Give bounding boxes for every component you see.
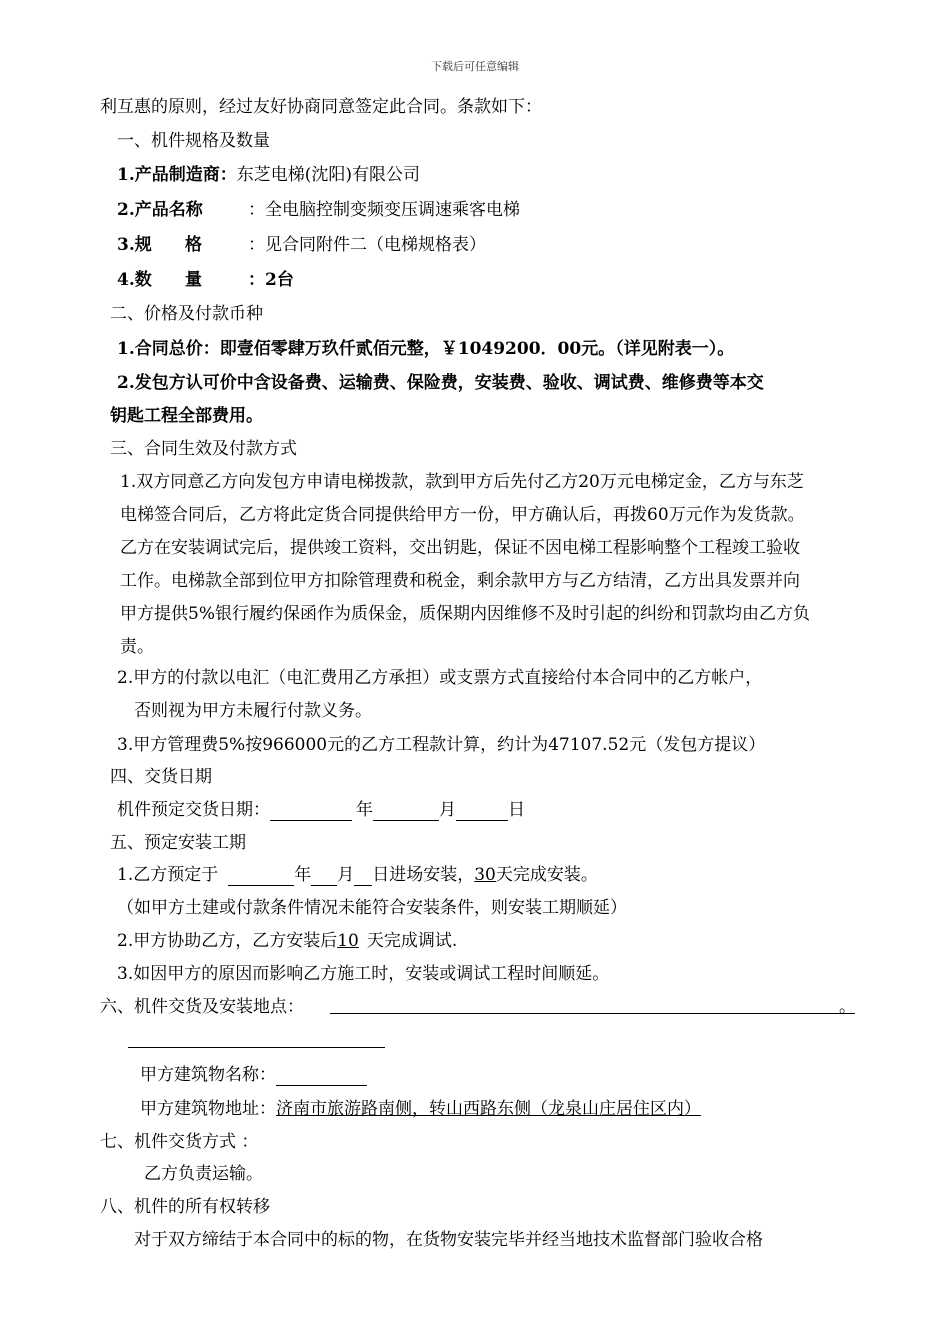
section-8-title: 八、机件的所有权转移 [100, 1197, 270, 1217]
quantity-label-2: 量 [185, 270, 202, 290]
payment-clause-2-line-1: 2.甲方的付款以电汇（电汇费用乙方承担）或支票方式直接给付本合同中的乙方帐户， [117, 668, 763, 688]
spec-value: ：见合同附件二（电梯规格表） [248, 235, 486, 255]
install-days-value: 30 [474, 865, 496, 885]
product-name-value: ：全电脑控制变频变压调速乘客电梯 [248, 200, 520, 220]
building-name-label: 甲方建筑物名称： [140, 1065, 276, 1085]
spec-label-2: 格 [185, 235, 202, 255]
delivery-year-blank[interactable] [270, 802, 352, 821]
install-days-end: 天完成安装。 [495, 865, 598, 885]
section-7-title: 七、机件交货方式 ： [100, 1132, 259, 1152]
delivery-date-line [117, 799, 525, 821]
spec-manufacturer [117, 164, 420, 186]
delivery-month-blank[interactable] [373, 802, 439, 821]
section-1-title: 一、机件规格及数量 [117, 131, 270, 151]
quantity-value: ：2台 [248, 270, 294, 290]
debug-days-value: 10 [337, 931, 359, 951]
section-5-title: 五、预定安装工期 [110, 833, 246, 853]
section-6-title: 六、机件交货及安装地点： [100, 997, 304, 1017]
building-address-value: 济南市旅游路南侧，转山西路东侧（龙泉山庄居住区内） [276, 1099, 701, 1119]
debug-days-end: 天完成调试. [366, 931, 458, 951]
manufacturer-label: 1.产品制造商： [117, 165, 237, 185]
spec-specification [117, 234, 486, 256]
install-day-blank[interactable] [354, 867, 372, 886]
delivery-day-blank[interactable] [456, 802, 508, 821]
section-4-title: 四、交货日期 [110, 767, 212, 787]
payment-clause-1-line-6: 责。 [120, 637, 154, 657]
payment-clause-2-line-2: 否则视为甲方未履行付款义务。 [134, 701, 372, 721]
install-location-blank[interactable] [330, 1013, 855, 1014]
intro-text: 利互惠的原则，经过友好协商同意签定此合同。条款如下： [100, 97, 542, 117]
product-name-label: 2.产品名称 [117, 200, 203, 220]
debug-label: 2.甲方协助乙方，乙方安装后 [117, 931, 338, 951]
install-year-blank[interactable] [228, 867, 294, 886]
install-schedule-line [117, 864, 598, 886]
delay-clause: 3.如因甲方的原因而影响乙方施工时，安装或调试工程时间顺延。 [117, 964, 610, 984]
section-2-title: 二、价格及付款币种 [110, 304, 263, 324]
delivery-year-text: 年 [356, 800, 373, 820]
payment-clause-1-line-1: 1.双方同意乙方向发包方申请电梯拨款，款到甲方后先付乙方20万元电梯定金，乙方与东芝 [120, 472, 804, 492]
install-month-text: 月 [337, 865, 355, 885]
install-location-blank-2[interactable] [128, 1047, 385, 1048]
page-header: 下载后可任意编辑 [431, 60, 519, 73]
delivery-day-text: 日 [508, 800, 525, 820]
payment-clause-1-line-2: 电梯签合同后，乙方将此定货合同提供给甲方一份，甲方确认后，再拨60万元作为发货款。 [120, 505, 805, 525]
delivery-date-label: 机件预定交货日期： [117, 800, 270, 820]
price-includes-line-2: 钥匙工程全部费用。 [110, 406, 263, 426]
building-address-label: 甲方建筑物地址： [140, 1099, 276, 1119]
spec-label-1: 3.规 [117, 235, 152, 255]
delivery-month-text: 月 [439, 800, 456, 820]
install-start-label: 1.乙方预定于 [117, 865, 219, 885]
payment-clause-3: 3.甲方管理费5%按966000元的乙方工程款计算，约计为47107.52元（发包方提议） [117, 735, 766, 755]
manufacturer-value: 东芝电梯(沈阳)有限公司 [236, 165, 421, 185]
price-includes-line-1: 2.发包方认可价中含设备费、运输费、保险费，安装费、验收、调试费、维修费等本交 [117, 373, 764, 393]
contract-total-price: 1.合同总价：即壹佰零肆万玖仟贰佰元整，￥1049200．00元。（详见附表一）。 [117, 339, 735, 359]
ownership-transfer-text: 对于双方缔结于本合同中的标的物，在货物安装完毕并经当地技术监督部门验收合格 [134, 1230, 763, 1250]
install-delay-note: （如甲方土建或付款条件情况未能符合安装条件，则安装工期顺延） [117, 898, 627, 918]
install-location-end-mark: 。 [839, 997, 856, 1017]
building-name-line [140, 1064, 367, 1086]
building-address-line [140, 1098, 701, 1120]
spec-product-name [117, 199, 520, 221]
spec-quantity [117, 269, 294, 291]
payment-clause-1-line-3: 乙方在安装调试完后，提供竣工资料，交出钥匙，保证不因电梯工程影响整个工程竣工验收 [120, 538, 800, 558]
install-month-blank[interactable] [311, 867, 337, 886]
payment-clause-1-line-4: 工作。电梯款全部到位甲方扣除管理费和税金，剩余款甲方与乙方结清，乙方出具发票并向 [120, 571, 800, 591]
delivery-method-text: 乙方负责运输。 [144, 1164, 263, 1184]
quantity-label-1: 4.数 [117, 270, 152, 290]
install-day-text: 日进场安装， [372, 865, 475, 885]
payment-clause-1-line-5: 甲方提供5%银行履约保函作为质保金，质保期内因维修不及时引起的纠纷和罚款均由乙方负 [120, 604, 810, 624]
install-year-text: 年 [294, 865, 312, 885]
section-3-title: 三、合同生效及付款方式 [110, 439, 297, 459]
building-name-blank[interactable] [276, 1067, 367, 1086]
debug-schedule-line [117, 930, 457, 952]
